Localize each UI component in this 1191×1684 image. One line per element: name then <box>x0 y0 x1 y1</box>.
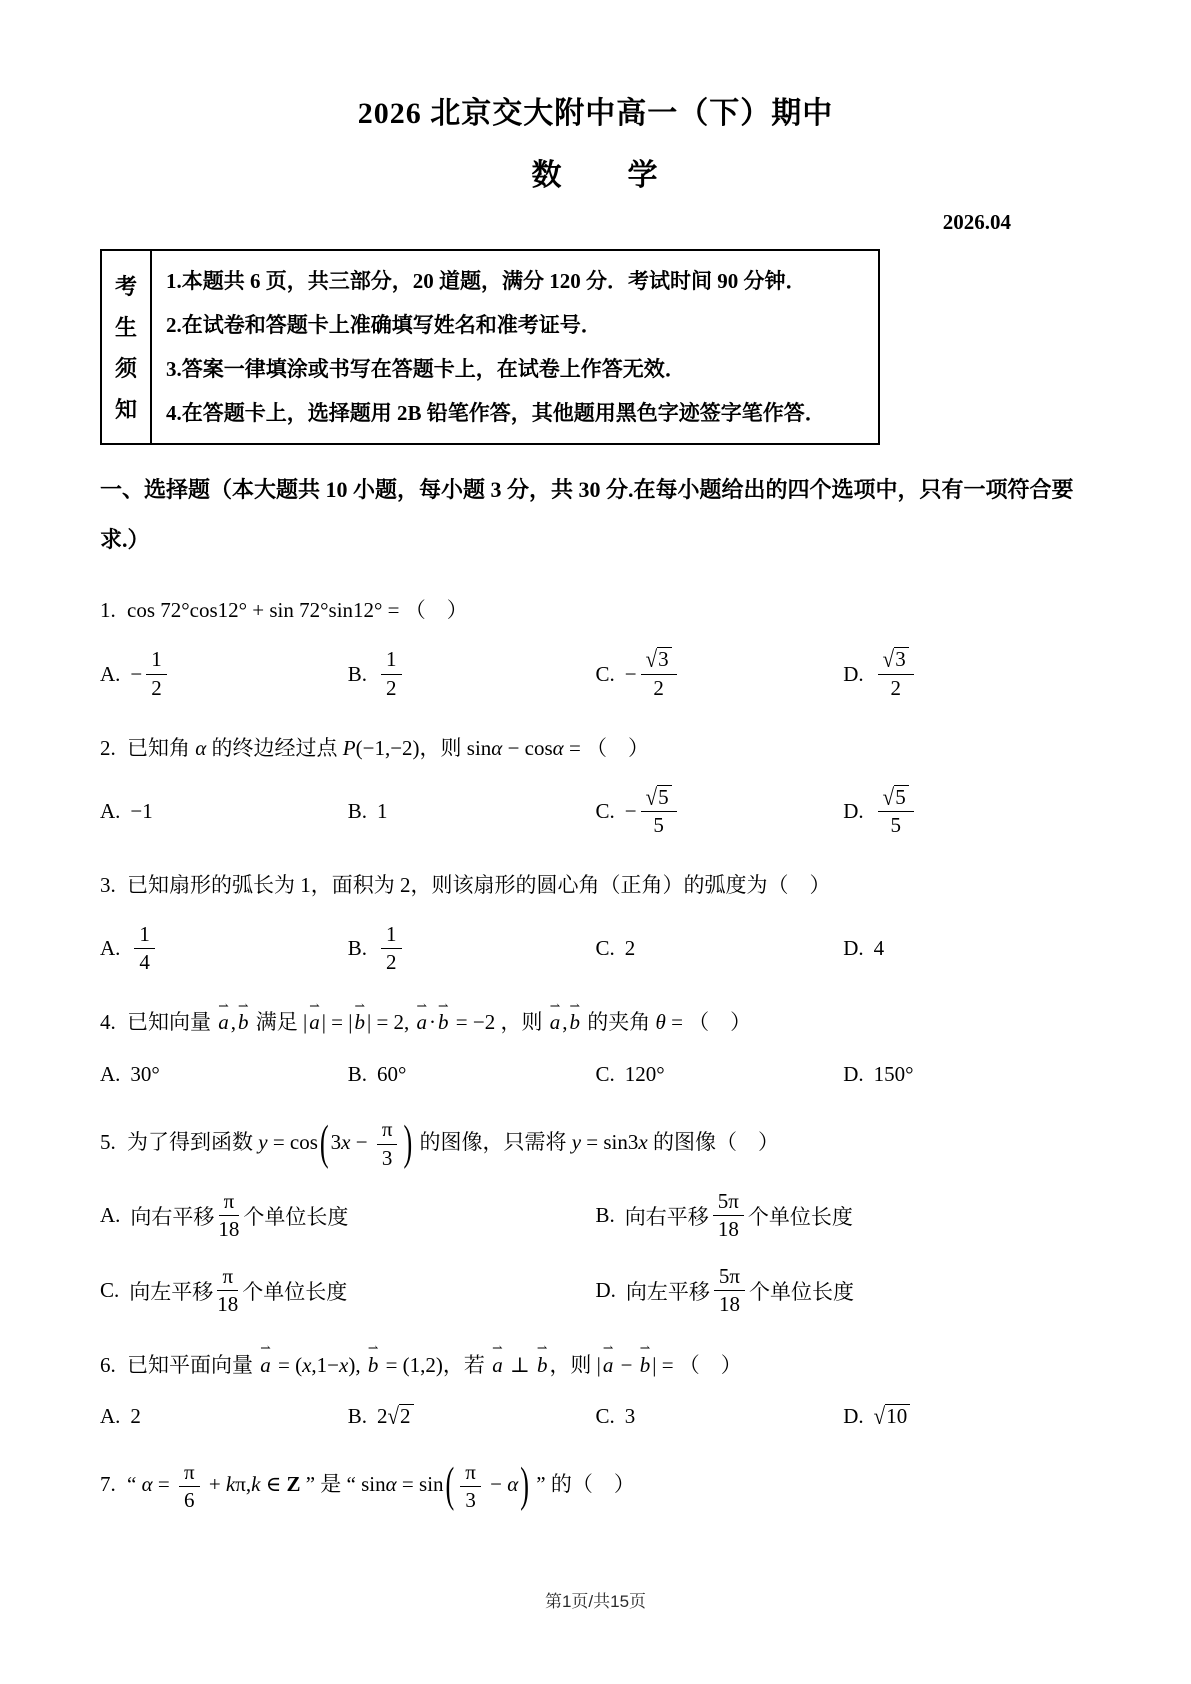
option-B: B. $\frac{1}{2}$ <box>348 920 596 977</box>
question-3 <box>100 864 1091 977</box>
vector-arrow-icon: ⇀ <box>602 1341 614 1356</box>
option-label: A. <box>100 798 121 823</box>
option-label: B. <box>347 1061 368 1086</box>
section-heading: 一、选择题（本大题共 10 小题，每小题 3 分，共 30 分.在每小题给出的四个选项中，只有一项符合要求.） <box>100 477 1074 553</box>
option-B: B. $\frac{1}{2}$ <box>348 645 596 702</box>
vector-arrow-icon: ⇀ <box>639 1341 651 1356</box>
option-D: D. $\frac{√3}{2}$ <box>843 645 1091 702</box>
exam-subject: 数 学 <box>531 159 660 192</box>
option-label: D. <box>843 1404 864 1429</box>
option-label: B. <box>595 1203 615 1227</box>
option-label: C. <box>595 1404 615 1429</box>
question-number: 2. <box>100 735 121 760</box>
option-label: A. <box>100 1061 121 1086</box>
question-options <box>100 1400 1091 1434</box>
vector-arrow-icon: ⇀ <box>438 998 449 1013</box>
question-6 <box>100 1341 1091 1434</box>
option-A: A. −1 <box>100 798 153 823</box>
option-label: D. <box>843 798 864 823</box>
vector-arrow-icon: ⇀ <box>549 998 561 1013</box>
option-C: C. 向左平移 $\frac{\pi}{18}$ 个单位长度 <box>100 1264 348 1317</box>
question-math: 为了得到函数 y = cos(3x − $\frac{\pi}{3}$ ) 的图像，只需将 y = sin3x 的图像（ ） <box>127 1116 779 1170</box>
option-C: C. 2 <box>595 936 636 961</box>
question-options <box>100 920 1091 977</box>
page-footer: 第1页/共15页 <box>544 1592 647 1611</box>
vector-arrow-icon: ⇀ <box>260 1341 271 1356</box>
option-C: C. − $\frac{√5}{5}$ <box>596 783 844 840</box>
option-D: D. 向左平移 $\frac{5\pi}{18}$ 个单位长度 <box>595 1264 855 1317</box>
notice-side-char: 知 <box>114 397 137 422</box>
notice-side-char: 生 <box>114 315 137 340</box>
notice-line: 2.在试卷和答题卡上准确填写姓名和准考证号． <box>166 313 602 337</box>
question-stem <box>100 864 1091 906</box>
option-D: D. 4 <box>843 936 885 961</box>
option-label: C. <box>595 1061 615 1086</box>
vector-arrow-icon: ⇀ <box>569 998 581 1013</box>
vector-arrow-icon: ⇀ <box>237 998 249 1013</box>
vector-arrow-icon: ⇀ <box>309 998 320 1013</box>
option-C: C. − $\frac{√3}{2}$ <box>596 645 844 702</box>
question-number: 1. <box>100 598 121 623</box>
option-label: C. <box>100 1278 120 1303</box>
question-number: 7. <box>100 1472 121 1497</box>
notice-box <box>100 249 880 445</box>
question-4 <box>100 998 1091 1091</box>
option-B: B. 2 √2 <box>348 1400 596 1434</box>
notice-side-char: 考 <box>114 274 137 299</box>
notice-line: 4.在答题卡上，选择题用 2B 铅笔作答，其他题用黑色字迹签字笔作答． <box>166 401 826 425</box>
vector-arrow-icon: ⇀ <box>218 998 229 1013</box>
question-1 <box>100 589 1091 702</box>
exam-date: 2026.04 <box>942 210 1011 234</box>
option-D: D. $\frac{√5}{5}$ <box>843 783 1091 840</box>
option-label: B. <box>347 1404 368 1429</box>
option-B: B. 60° <box>347 1061 407 1086</box>
option-label: A. <box>100 936 121 961</box>
question-stem <box>100 1115 1091 1172</box>
option-A: A. 2 <box>100 1404 141 1429</box>
option-D: D. 150° <box>843 1061 914 1086</box>
option-C: C. 120° <box>595 1061 665 1086</box>
question-math: 已知角 α 的终边经过点 P(−1,−2)，则 sinα − cosα = （ ） <box>127 735 650 760</box>
question-math: 已知平面向量 ⇀ a = (x,1−x), ⇀ b = (1,2)，若 ⇀ a ⊥ ⇀ b，则 | ⇀ a − ⇀ b| = （ ） <box>127 1353 742 1377</box>
notice-line: 1.本题共 6 页，共三部分，20 道题，满分 120 分．考试时间 90 分钟． <box>166 269 807 293</box>
question-2 <box>100 727 1091 840</box>
question-options <box>100 645 1091 702</box>
question-options <box>100 1057 1091 1091</box>
option-label: C. <box>595 936 615 961</box>
option-label: C. <box>595 798 615 823</box>
option-label: D. <box>843 661 864 686</box>
question-number: 6. <box>100 1352 121 1377</box>
question-stem <box>100 1341 1091 1386</box>
notice-body <box>152 251 878 443</box>
vector-arrow-icon: ⇀ <box>354 998 366 1013</box>
option-label: C. <box>595 661 615 686</box>
option-A: A. − $\frac{1}{2}$ <box>100 645 348 702</box>
question-math: “ α = $\frac{\pi}{6}$ + kπ,k ∈ Z ” 是 “ sinα = sin( $\frac{\pi}{3}$ − α) ” 的（ ） <box>127 1458 635 1512</box>
vector-arrow-icon: ⇀ <box>492 1341 503 1356</box>
vector-arrow-icon: ⇀ <box>536 1341 548 1356</box>
question-options <box>100 1187 1091 1320</box>
option-C: C. 3 <box>595 1404 636 1429</box>
option-A: A. 向右平移 $\frac{\pi}{18}$ 个单位长度 <box>100 1188 349 1241</box>
notice-line: 3.答案一律填涂或书写在答题卡上，在试卷上作答无效． <box>166 357 686 381</box>
questions <box>100 589 1091 1515</box>
notice-side-char: 须 <box>114 356 137 381</box>
vector-arrow-icon: ⇀ <box>367 1341 379 1356</box>
vector-arrow-icon: ⇀ <box>416 998 428 1013</box>
option-D: D. √10 <box>843 1400 1091 1434</box>
option-A: A. $\frac{1}{4}$ <box>100 920 348 977</box>
question-stem <box>100 998 1091 1043</box>
question-number: 5. <box>100 1129 121 1154</box>
option-A: A. 30° <box>100 1061 160 1086</box>
option-label: D. <box>843 936 864 961</box>
question-number: 4. <box>100 1010 121 1035</box>
option-B: B. 1 <box>347 798 388 823</box>
notice-side-label <box>102 251 152 443</box>
option-label: A. <box>100 1203 121 1227</box>
question-7 <box>100 1458 1091 1515</box>
question-math: 已知向量 ⇀ a, ⇀ b 满足 | ⇀ a| = | ⇀ b| = 2, ⇀ a· ⇀ b = −2 ，则 ⇀ a, ⇀ b 的夹角 θ = （ ） <box>127 1010 751 1034</box>
option-label: A. <box>100 1404 121 1429</box>
question-stem <box>100 589 1091 631</box>
option-label: B. <box>347 661 368 686</box>
option-label: A. <box>100 661 121 686</box>
question-stem <box>100 1458 1091 1515</box>
question-math: cos 72°cos12° + sin 72°sin12° = （ ） <box>127 598 468 623</box>
exam-title: 2026 北京交大附中高一（下）期中 <box>357 97 834 130</box>
option-label: D. <box>595 1278 616 1303</box>
question-5 <box>100 1115 1091 1319</box>
question-stem <box>100 727 1091 769</box>
question-number: 3. <box>100 873 121 898</box>
question-options <box>100 783 1091 840</box>
question-math: 已知扇形的弧长为 1，面积为 2，则该扇形的圆心角（正角）的弧度为（ ） <box>127 873 831 898</box>
option-B: B. 向右平移 $\frac{5\pi}{18}$ 个单位长度 <box>595 1188 853 1241</box>
option-label: B. <box>347 798 368 823</box>
option-label: B. <box>347 936 368 961</box>
option-label: D. <box>843 1061 864 1086</box>
